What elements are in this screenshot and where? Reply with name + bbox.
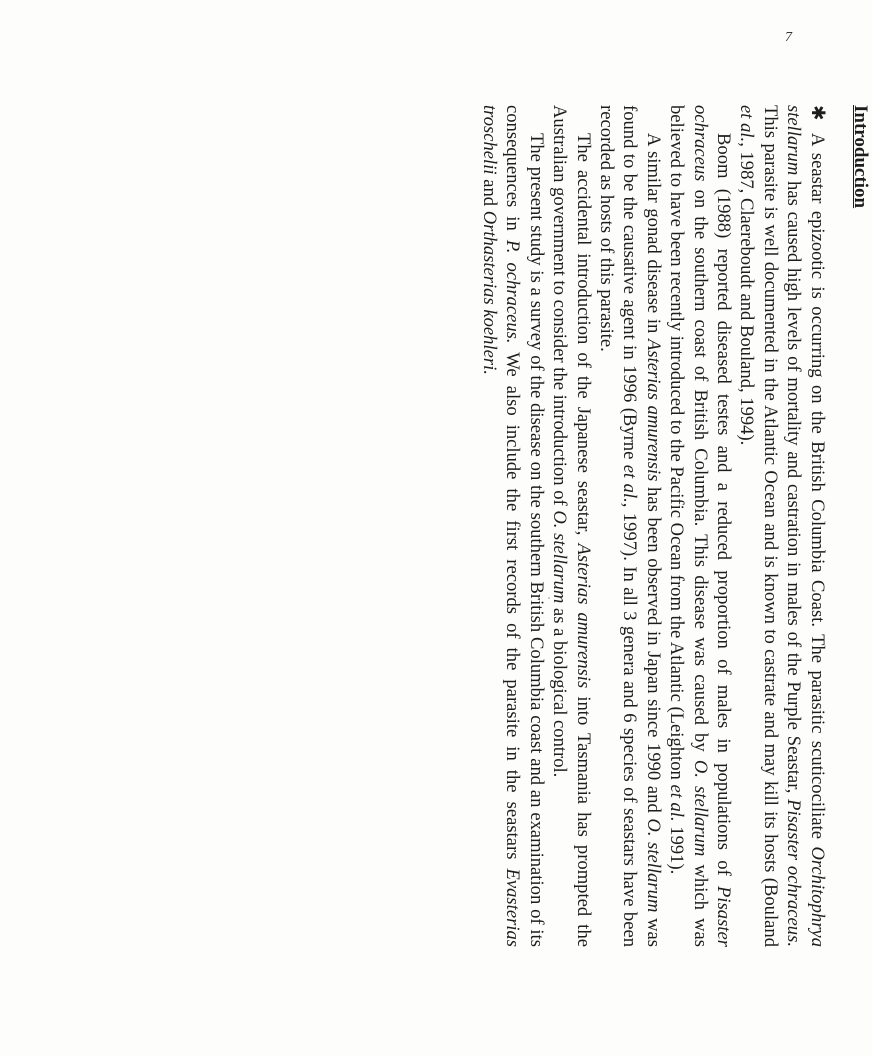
text-run: This parasite is well documented in the Atlantic Ocean and is known to castrate and may kill its hosts (Bouland [759,105,781,947]
italic-text-run: Asterias amurensis [642,338,664,482]
paragraph [735,105,829,947]
italic-text-run: P. ochraceus. [502,239,524,344]
section-heading: Introduction [850,105,871,209]
asterisk-bullet-icon: ✱ [806,105,828,121]
text-run: on the southern coast of British Columbia. This disease was caused by [689,181,711,760]
italic-text-run: et al. [736,105,758,143]
text-run: which was believed to have been recently introduced to the Pacific Ocean from the Atlantic (Leighton [666,105,711,948]
italic-text-run: Asterias amurensis [572,543,594,689]
italic-text-run: et al. [619,464,641,503]
paragraph [478,105,548,947]
text-run: The accidental introduction of the Japanese seastar, [572,133,594,544]
italic-text-run: et al. [666,784,688,822]
text-run: was found to be the causative agent in 1996 (Byrne [619,105,664,947]
italic-text-run: O. stellarum [689,759,711,857]
text-run: A seastar epizootic is occurring on the British Columbia Coast. The parasitic scuticociliate [806,133,828,847]
page-number: 7 [785,30,792,45]
paragraph [665,105,735,947]
body-text [478,105,829,947]
text-run: has caused high levels of mortality and castration in males of the Purple Seastar, [783,175,805,800]
rotated-text-block [160,105,872,947]
text-run: Boom (1988) reported diseased testes and a reduced proportion of males in populations of [712,133,734,887]
text-run: A similar gonad disease in [642,133,664,339]
italic-text-run: Orchitophrya stellarum [783,105,828,947]
italic-text-run: Pisaster ochraceus [689,105,734,947]
text-run: as a biological control. [549,603,571,778]
text-run: has been observed in Japan since 1990 and [642,481,664,819]
italic-text-run: Orthasterias koehleri. [478,210,500,375]
text-run: , 1997). In all 3 genera and 6 species of seastars have been recorded as hosts of this parasite. [595,105,641,947]
italic-text-run: O. stellarum [549,510,571,604]
text-run: , 1987, Claereboudt and Bouland, 1994). [736,142,758,446]
paragraph [548,105,595,947]
italic-text-run: Pisaster ochraceus. [783,799,805,947]
italic-text-run: Evasterias troschelii [478,105,524,948]
italic-text-run: O. stellarum [642,818,664,913]
text-run: and [478,174,500,211]
text-run: 1991). [666,821,688,875]
text-run: into Tasmania has prompted the Australian government to consider the introduction of [549,105,594,947]
paragraph [595,105,665,947]
text-run: The present study is a survey of the disease on the southern British Columbia coast and an examination of its consequences in [502,105,547,947]
text-run: We also include the first records of the parasite in the seastars [502,343,524,869]
